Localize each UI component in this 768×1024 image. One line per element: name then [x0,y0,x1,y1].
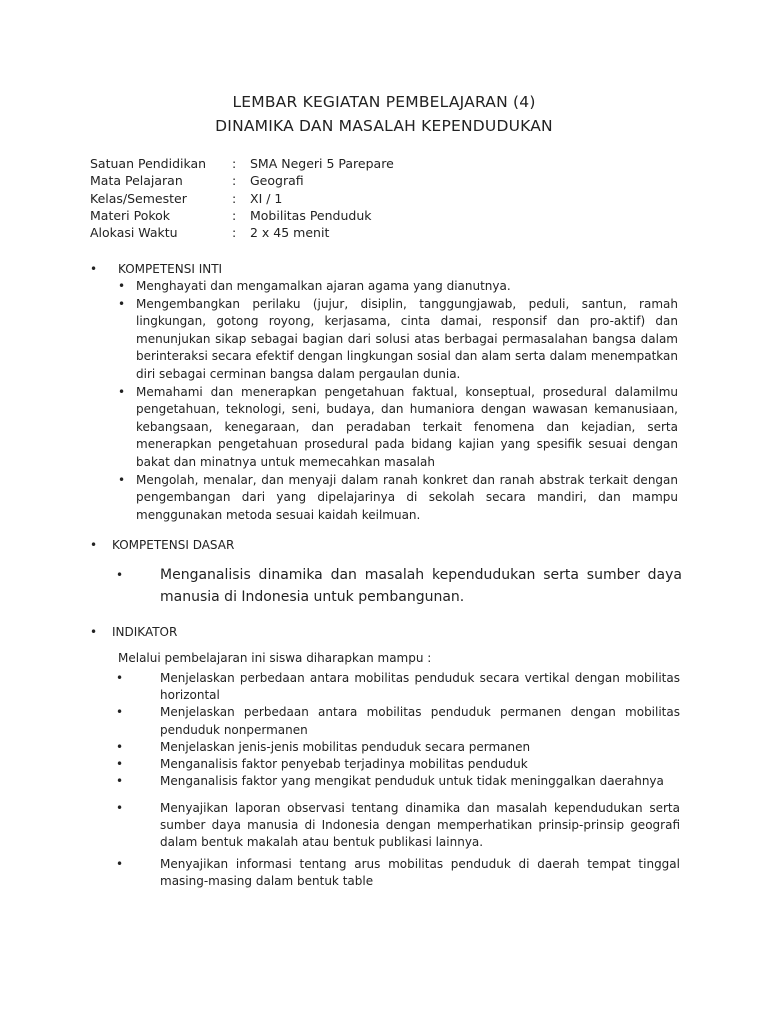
bullet-icon: • [118,279,126,293]
info-label: Materi Pokok [90,207,171,223]
info-value: SMA Negeri 5 Parepare [250,156,394,171]
bullet-icon: • [116,705,124,720]
kompetensi-dasar-text: Menganalisis dinamika dan masalah kependudukan serta sumber daya manusia di Indonesia untuk pembangunan. [160,567,682,605]
info-colon: : [232,190,237,206]
indikator-intro: Melalui pembelajaran ini siswa diharapkan mampu : [118,651,432,665]
bullet-icon: • [116,739,124,754]
bullet-icon: • [116,774,124,789]
list-item [116,739,680,756]
bullet-icon: • [116,856,124,871]
list-item [116,773,680,790]
list-item-text: Menjelaskan jenis-jenis mobilitas penduduk secara permanen [160,739,531,754]
bullet-icon: • [90,262,98,276]
list-item [116,800,680,852]
document-title-line1: LEMBAR KEGIATAN PEMBELAJARAN (4) [232,93,536,111]
info-label: Alokasi Waktu [90,225,178,241]
info-colon: : [232,173,237,189]
indikator-list-1 [116,670,680,790]
list-item [116,704,680,738]
document-title-line2: DINAMIKA DAN MASALAH KEPENDUDUKAN [215,117,553,135]
bullet-icon: • [90,625,98,639]
list-item [118,296,678,384]
section-heading: INDIKATOR [112,625,178,639]
bullet-icon: • [118,472,126,487]
list-item [116,856,680,890]
list-item-text: Menyajikan informasi tentang arus mobilitas penduduk di daerah tempat tinggal masing-masing dalam bentuk table [160,856,680,888]
list-item-text: Menjelaskan perbedaan antara mobilitas penduduk permanen dengan mobilitas penduduk nonpermanen [160,705,680,737]
indikator-list-2 [116,800,680,890]
info-value: XI / 1 [250,190,283,206]
list-item [118,384,678,472]
list-item-text: Menganalisis faktor yang mengikat penduduk untuk tidak meninggalkan daerahnya [160,774,664,789]
kompetensi-dasar-item [116,564,682,608]
info-colon: : [232,156,237,171]
list-item-text: Mengolah, menalar, dan menyaji dalam ranah konkret dan ranah abstrak terkait dengan pengembangan dari yang dipelajarinya di sekolah secara mandiri, dan mampu menggunakan metoda sesuai kaidah keilmuan. [136,472,678,522]
info-label: Mata Pelajaran [90,173,183,189]
bullet-icon: • [118,296,126,311]
list-item [118,472,678,525]
list-item [118,278,678,296]
kompetensi-inti-list [118,278,678,524]
info-value: Geografi [250,173,304,189]
list-item [116,756,680,773]
section-heading: KOMPETENSI DASAR [112,538,235,552]
list-item-text: Menghayati dan mengamalkan ajaran agama yang dianutnya. [136,279,511,293]
info-value: Mobilitas Penduduk [250,207,372,223]
bullet-icon: • [116,801,124,815]
bullet-icon: • [116,671,124,685]
list-item [116,670,680,704]
list-item-text: Menganalisis faktor penyebab terjadinya mobilitas penduduk [160,757,528,772]
section-heading: KOMPETENSI INTI [118,262,223,276]
bullet-icon: • [116,568,124,582]
bullet-icon: • [116,757,124,772]
info-value: 2 x 45 menit [250,225,330,241]
bullet-icon: • [118,384,126,399]
info-label: Satuan Pendidikan [90,156,207,171]
list-item-text: Menjelaskan perbedaan antara mobilitas penduduk secara vertikal dengan mobilitas horizontal [160,671,680,703]
info-colon: : [232,207,237,223]
list-item-text: Mengembangkan perilaku (jujur, disiplin, tanggungjawab, peduli, santun, ramah lingkungan, gotong royong, kerjasama, cinta damai, responsif dan pro-aktif) dan menunjukan sikap sebagai bagian dari solusi atas berbagai permasalahan bangsa dalam berinteraksi secara efektif dengan lingkungan sosial dan alam serta dalam menempatkan diri sebagai cerminan bangsa dalam pergaulan dunia. [136,296,678,381]
bullet-icon: • [90,538,98,552]
info-colon: : [232,225,237,241]
list-item-text: Menyajikan laporan observasi tentang dinamika dan masalah kependudukan serta sumber daya manusia di Indonesia dengan memperhatikan prinsip-prinsip geografi dalam bentuk makalah atau bentuk publikasi lainnya. [160,801,680,850]
list-item-text: Memahami dan menerapkan pengetahuan faktual, konseptual, prosedural dalamilmu pengetahuan, teknologi, seni, budaya, dan humaniora dengan wawasan kemanusiaan, kebangsaan, kenegaraan, dan peradaban terkait fenomena dan kejadian, serta menerapkan pengetahuan prosedural pada bidang kajian yang spesifik sesuai dengan bakat dan minatnya untuk memecahkan masalah [136,384,678,469]
info-label: Kelas/Semester [90,190,187,206]
